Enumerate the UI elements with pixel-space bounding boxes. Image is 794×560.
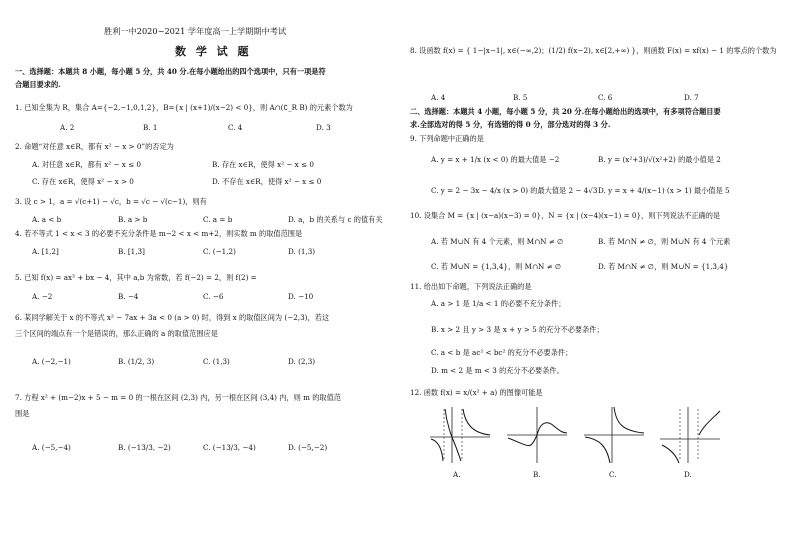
q10-option-c: C. 若 M∪N = {1,3,4}，则 M∩N ≠ ∅ (431, 262, 562, 271)
q6-option-b: B. (1/2, 3) (118, 357, 155, 366)
q10-option-d: D. 若 M∩N ≠ ∅，则 M∪N = {1,3,4} (598, 262, 729, 271)
q8-stem: 8. 设函数 f(x) = { 1−|x−1|, x∈(−∞,2)；(1/2) f(x−2), x∈[2,+∞) }，则函数 F(x) = xf(x) − 1 的零点的个数为 (410, 46, 777, 55)
q5-option-a: A. −2 (32, 292, 53, 301)
q8-option-a: A. 4 (431, 93, 446, 102)
q5-option-c: C. −6 (203, 292, 224, 301)
q10-option-a: A. 若 M∪N 有 4 个元素，则 M∩N ≠ ∅ (431, 237, 564, 246)
section2-heading-cont: 求.全部选对的得 5 分，有选错的得 0 分，部分选对的得 3 分. (410, 120, 611, 129)
q7-option-c: C. (−13/3, −4) (203, 443, 256, 452)
section1-heading-cont: 合题目要求的. (15, 80, 61, 89)
q1-option-b: B. 1 (143, 123, 158, 132)
q7-option-a: A. (−5,−4) (32, 443, 71, 452)
q4-option-a: A. [1,2] (32, 247, 59, 256)
q2-option-b: B. 存在 x∈R，使得 x² − x ≤ 0 (212, 160, 314, 169)
q9-option-d: D. y = x + 4/(x−1) (x > 1) 最小值是 5 (598, 186, 730, 195)
graph-c-label: C. (609, 470, 617, 479)
q3-stem: 3. 设 c > 1，a = √(c+1) − √c，b = √c − √(c−1)，则有 (15, 197, 207, 206)
exam-title: 胜利一中2020~2021 学年度高一上学期期中考试 (104, 26, 287, 36)
q2-option-c: C. 存在 x∈R，使得 x² − x > 0 (32, 177, 134, 186)
q10-option-b: B. 若 M∩N ≠ ∅，则 M∪N 有 4 个元素 (598, 237, 731, 246)
q11-option-b: B. x > 2 且 y > 3 是 x + y > 5 的充分不必要条件； (431, 325, 604, 334)
q5-stem: 5. 已知 f(x) = ax³ + bx − 4，其中 a,b 为常数，若 f(−2) = 2，则 f(2) = (15, 273, 257, 282)
q9-option-a: A. y = x + 1/x (x < 0) 的最大值是 −2 (431, 155, 560, 164)
q2-option-d: D. 不存在 x∈R，使得 x² − x ≤ 0 (212, 177, 322, 186)
q8-option-b: B. 5 (513, 93, 528, 102)
q4-option-b: B. [1,3] (118, 247, 145, 256)
q1-option-d: D. 3 (316, 123, 331, 132)
q3-option-c: C. a = b (203, 215, 233, 224)
q12-stem: 12. 函数 f(x) = x/(x² + a) 的图像可能是 (410, 388, 543, 397)
q3-option-a: A. a < b (32, 215, 62, 224)
q6-option-d: D. (2,3) (288, 357, 316, 366)
q5-option-d: D. −10 (288, 292, 314, 301)
q6-option-a: A. (−2,−1) (32, 357, 71, 366)
q8-option-c: C. 6 (598, 93, 613, 102)
q7-stem: 7. 方程 x² + (m−2)x + 5 − m = 0 的一根在区间 (2,3) 内，另一根在区间 (3,4) 内，则 m 的取值范 (15, 393, 341, 402)
q4-option-d: D. (1,3) (288, 247, 316, 256)
q11-option-d: D. m < 2 是 m < 3 的充分不必要条件。 (431, 366, 564, 375)
q1-option-c: C. 4 (228, 123, 243, 132)
section1-heading: 一、选择题：本题共 8 小题，每小题 5 分，共 40 分.在每小题给出的四个选项中，只有一项是符 (15, 67, 326, 76)
section2-heading: 二、选择题：本题共 4 小题，每小题 5 分，共 20 分.在每小题给出的选项中，有多项符合题目要 (410, 107, 721, 116)
q1-option-a: A. 2 (60, 123, 75, 132)
q7-option-b: B. (−13/3, −2) (118, 443, 171, 452)
q2-option-a: A. 对任意 x∈R，都有 x² − x ≤ 0 (32, 160, 141, 169)
q11-option-a: A. a > 1 是 1/a < 1 的必要不充分条件； (431, 299, 566, 308)
graph-a-icon (428, 405, 492, 465)
q5-option-b: B. −4 (118, 292, 139, 301)
graph-d-icon (658, 405, 722, 465)
graph-b-icon (505, 405, 569, 465)
graph-a-label: A. (453, 470, 461, 479)
graph-d-label: D. (684, 470, 692, 479)
q3-option-b: B. a > b (118, 215, 148, 224)
q9-option-b: B. y = (x²+3)/√(x²+2) 的最小值是 2 (598, 155, 721, 164)
q4-stem: 4. 若不等式 1 < x < 3 的必要不充分条件是 m−2 < x < m+2，则实数 m 的取值范围是 (15, 229, 303, 238)
q11-option-c: C. a < b 是 ac² < bc² 的充分不必要条件； (431, 348, 573, 357)
q1-stem: 1. 已知全集为 R，集合 A={−2,−1,0,1,2}，B={x | (x+1)/(x−2) < 0}，则 A∩(∁_R B) 的元素个数为 (15, 103, 353, 112)
graph-c-icon (582, 405, 646, 465)
q9-option-c: C. y = 2 − 3x − 4/x (x > 0) 的最大值是 2 − 4√3 (431, 186, 598, 195)
q7-option-d: D. (−5,−2) (288, 443, 328, 452)
q3-option-d: D. a，b 的关系与 c 的值有关 (288, 215, 383, 224)
q6-stem: 6. 某同学解关于 x 的不等式 x² − 7ax + 3a < 0 (a > 0) 时，得到 x 的取值区间为 (−2,3)，若这 (15, 313, 330, 322)
q6-option-c: C. (1,3) (203, 357, 230, 366)
q2-stem: 2. 命题“对任意 x∈R，都有 x² − x > 0”的否定为 (15, 142, 174, 151)
graph-b-label: B. (533, 470, 541, 479)
q6-stem-cont: 三个区间的端点有一个是错误的，那么正确的 a 的取值范围应是 (15, 329, 218, 338)
q10-stem: 10. 设集合 M = {x | (x−a)(x−3) = 0}，N = {x | (x−4)(x−1) = 0}，则下列说法不正确的是 (410, 211, 721, 220)
q4-option-c: C. (−1,2) (203, 247, 236, 256)
subject-title: 数 学 试 题 (175, 45, 252, 58)
q11-stem: 11. 给出如下命题，下列说法正确的是 (410, 282, 532, 291)
q8-option-d: D. 7 (684, 93, 699, 102)
q7-stem-cont: 围是 (15, 409, 30, 418)
q9-stem: 9. 下列命题中正确的是 (410, 134, 484, 143)
